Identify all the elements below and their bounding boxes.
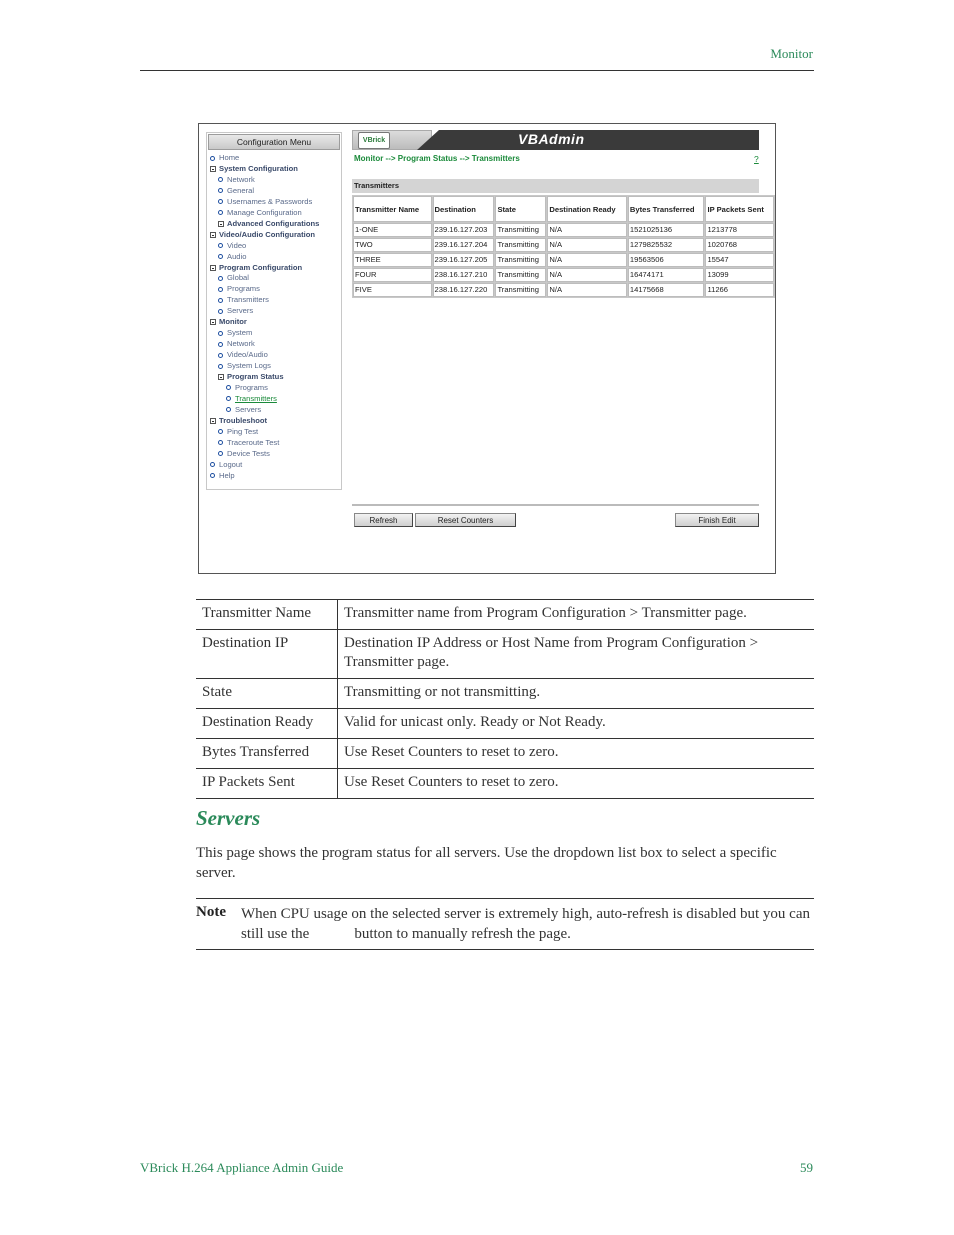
vbadmin-screenshot xyxy=(198,123,776,574)
table-cell: 1279825532 xyxy=(628,238,705,252)
table-cell: Transmitting xyxy=(495,268,546,282)
transmitters-table-title: Transmitters xyxy=(352,179,759,193)
menu-item[interactable] xyxy=(210,263,302,272)
menu-item-label: Advanced Configurations xyxy=(227,218,320,228)
menu-item[interactable] xyxy=(218,306,253,315)
table-cell: 16474171 xyxy=(628,268,705,282)
column-header: Destination Ready xyxy=(547,196,627,222)
menu-item-label: Manage Configuration xyxy=(227,207,302,217)
bullet-icon xyxy=(210,473,215,478)
field-description: Use Reset Counters to reset to zero. xyxy=(338,769,815,799)
column-header: Destination xyxy=(433,196,495,222)
menu-item[interactable] xyxy=(210,460,242,469)
bullet-icon xyxy=(218,364,223,369)
bullet-icon xyxy=(218,342,223,347)
table-cell: THREE xyxy=(353,253,432,267)
finish-edit-button[interactable]: Finish Edit xyxy=(675,513,759,527)
help-link[interactable]: ? xyxy=(754,154,759,164)
field-description: Valid for unicast only. Ready or Not Ready. xyxy=(338,709,815,739)
menu-item-label: Video/Audio Configuration xyxy=(219,229,316,239)
table-cell: 238.16.127.220 xyxy=(433,283,495,297)
bullet-icon xyxy=(210,156,215,161)
menu-item-label: Usernames & Passwords xyxy=(227,196,313,206)
menu-item-label: Audio xyxy=(227,251,247,261)
bullet-icon xyxy=(218,177,223,182)
description-row xyxy=(196,679,814,709)
menu-item[interactable] xyxy=(218,438,279,447)
collapse-box-icon xyxy=(210,418,216,424)
table-cell: FOUR xyxy=(353,268,432,282)
field-name: Bytes Transferred xyxy=(196,739,338,769)
table-cell: 1-ONE xyxy=(353,223,432,237)
table-cell: N/A xyxy=(547,283,627,297)
collapse-box-icon xyxy=(210,232,216,238)
menu-item[interactable] xyxy=(210,416,267,425)
collapse-box-icon xyxy=(218,221,224,227)
menu-item[interactable] xyxy=(210,471,235,480)
menu-item-label: Programs xyxy=(227,284,260,294)
collapse-box-icon xyxy=(218,374,224,380)
table-cell: FIVE xyxy=(353,283,432,297)
note-text: When CPU usage on the selected server is extremely high, auto-refresh is disabled but you can still use the button to manually refresh the page. xyxy=(241,906,814,942)
menu-item[interactable] xyxy=(226,405,261,414)
configuration-menu xyxy=(206,132,342,490)
table-cell: N/A xyxy=(547,238,627,252)
menu-item[interactable] xyxy=(218,273,249,282)
table-cell: N/A xyxy=(547,223,627,237)
table-row xyxy=(353,223,774,237)
field-description: Use Reset Counters to reset to zero. xyxy=(338,739,815,769)
table-cell: Transmitting xyxy=(495,283,546,297)
bullet-icon xyxy=(226,396,231,401)
menu-item[interactable] xyxy=(218,361,271,370)
collapse-box-icon xyxy=(210,265,216,271)
menu-item-label: Network xyxy=(227,174,255,184)
column-header: Bytes Transferred xyxy=(628,196,705,222)
field-description: Transmitting or not transmitting. xyxy=(338,679,815,709)
menu-item[interactable] xyxy=(218,372,284,381)
vbadmin-banner xyxy=(352,130,759,150)
vbrick-logo-icon: VBrick xyxy=(358,132,390,149)
menu-item[interactable] xyxy=(218,241,246,250)
menu-item[interactable] xyxy=(218,350,268,359)
bullet-icon xyxy=(226,385,231,390)
button-separator xyxy=(352,504,759,506)
menu-item[interactable] xyxy=(210,230,315,239)
menu-item[interactable] xyxy=(218,339,255,348)
running-header-section: Monitor xyxy=(770,46,813,61)
footer-title: VBrick H.264 Appliance Admin Guide xyxy=(140,1160,344,1175)
column-header: IP Packets Sent xyxy=(705,196,774,222)
field-name: IP Packets Sent xyxy=(196,769,338,799)
servers-heading: Servers xyxy=(196,806,261,830)
menu-item[interactable] xyxy=(226,383,268,392)
table-cell: Transmitting xyxy=(495,238,546,252)
menu-item[interactable] xyxy=(218,295,269,304)
table-cell: TWO xyxy=(353,238,432,252)
menu-item-label: Troubleshoot xyxy=(219,415,268,425)
field-name: Destination Ready xyxy=(196,709,338,739)
bullet-icon xyxy=(218,298,223,303)
transmitters-table xyxy=(352,195,775,298)
column-header: Transmitter Name xyxy=(353,196,432,222)
collapse-box-icon xyxy=(210,319,216,325)
table-row xyxy=(353,238,774,252)
menu-item[interactable] xyxy=(218,208,302,217)
table-header-row xyxy=(353,196,774,222)
description-row xyxy=(196,769,814,799)
menu-item-label: Help xyxy=(219,470,235,480)
bullet-icon xyxy=(218,309,223,314)
bullet-icon xyxy=(218,188,223,193)
bullet-icon xyxy=(226,407,231,412)
menu-item[interactable] xyxy=(210,153,239,162)
description-row xyxy=(196,630,814,679)
menu-item-label: Program Status xyxy=(227,372,284,381)
table-cell: 1020768 xyxy=(705,238,774,252)
table-cell: 239.16.127.203 xyxy=(433,223,495,237)
table-cell: 1521025136 xyxy=(628,223,705,237)
field-name: Destination IP xyxy=(196,630,338,679)
field-name: State xyxy=(196,679,338,709)
bullet-icon xyxy=(218,331,223,336)
table-cell: 239.16.127.205 xyxy=(433,253,495,267)
table-cell: 11266 xyxy=(705,283,774,297)
menu-item-label: System Configuration xyxy=(219,163,298,173)
bullet-icon xyxy=(218,451,223,456)
bullet-icon xyxy=(218,243,223,248)
note-label: Note xyxy=(196,904,226,920)
app-title: VBAdmin xyxy=(518,131,585,147)
note-box xyxy=(196,898,814,950)
table-row xyxy=(353,268,774,282)
menu-item[interactable] xyxy=(218,284,260,293)
page-number: 59 xyxy=(800,1160,813,1175)
menu-title: Configuration Menu xyxy=(208,134,340,150)
table-cell: 238.16.127.210 xyxy=(433,268,495,282)
menu-item[interactable] xyxy=(210,317,247,326)
menu-item[interactable] xyxy=(210,164,298,173)
column-header: State xyxy=(495,196,546,222)
table-row xyxy=(353,253,774,267)
table-cell: Transmitting xyxy=(495,223,546,237)
menu-item[interactable] xyxy=(218,252,246,261)
bullet-icon xyxy=(218,287,223,292)
menu-item[interactable] xyxy=(226,394,277,403)
menu-item[interactable] xyxy=(218,197,312,206)
field-description: Transmitter name from Program Configuration > Transmitter page. xyxy=(338,600,815,630)
servers-paragraph: This page shows the program status for all servers. Use the dropdown list box to select a specific server. xyxy=(196,845,777,881)
table-cell: 13099 xyxy=(705,268,774,282)
field-description-table xyxy=(196,599,814,799)
menu-item-label: Programs xyxy=(235,382,268,392)
menu-item-label: System xyxy=(227,328,253,338)
menu-item[interactable] xyxy=(218,219,319,228)
field-name: Transmitter Name xyxy=(196,600,338,630)
menu-item-label: General xyxy=(227,185,255,195)
table-cell: Transmitting xyxy=(495,253,546,267)
menu-item[interactable] xyxy=(218,427,258,436)
table-cell: 1213778 xyxy=(705,223,774,237)
breadcrumb: Monitor --> Program Status --> Transmitters xyxy=(354,154,520,163)
menu-item-label: Logout xyxy=(219,459,243,469)
description-row xyxy=(196,739,814,769)
menu-item-label: Video xyxy=(227,240,247,250)
bullet-icon xyxy=(218,429,223,434)
bullet-icon xyxy=(210,462,215,467)
menu-item-label: Program Configuration xyxy=(219,262,303,272)
bullet-icon xyxy=(218,353,223,358)
header-rule xyxy=(140,70,814,71)
menu-item-label: Traceroute Test xyxy=(227,437,280,447)
table-row xyxy=(353,283,774,297)
table-cell: 19563506 xyxy=(628,253,705,267)
menu-item-label: Video/Audio xyxy=(227,350,268,360)
reset-counters-button[interactable]: Reset Counters xyxy=(415,513,516,527)
menu-item-label: Global xyxy=(227,273,249,283)
collapse-box-icon xyxy=(210,166,216,172)
menu-item-label: System Logs xyxy=(227,361,271,371)
menu-item-label: Home xyxy=(219,153,240,162)
description-row xyxy=(196,709,814,739)
bullet-icon xyxy=(218,210,223,215)
menu-item-label: Ping Test xyxy=(227,426,259,436)
menu-item[interactable] xyxy=(218,449,270,458)
menu-item-label: Device Tests xyxy=(227,448,270,458)
banner-dark xyxy=(417,130,759,150)
bullet-icon xyxy=(218,276,223,281)
table-cell: 239.16.127.204 xyxy=(433,238,495,252)
menu-item-label: Network xyxy=(227,339,255,349)
menu-item[interactable] xyxy=(218,186,254,195)
menu-item-label: Transmitters xyxy=(227,295,269,305)
table-cell: 15547 xyxy=(705,253,774,267)
menu-item-label: Servers xyxy=(227,306,254,316)
field-description: Destination IP Address or Host Name from Program Configuration > Transmitter page. xyxy=(338,630,815,679)
table-cell: 14175668 xyxy=(628,283,705,297)
menu-item[interactable] xyxy=(218,328,252,337)
bullet-icon xyxy=(218,254,223,259)
menu-item[interactable] xyxy=(218,175,255,184)
menu-item-label: Transmitters xyxy=(235,393,277,403)
bullet-icon xyxy=(218,440,223,445)
refresh-button[interactable]: Refresh xyxy=(354,513,413,527)
menu-item-label: Servers xyxy=(235,404,262,414)
table-cell: N/A xyxy=(547,268,627,282)
description-row xyxy=(196,600,814,630)
table-cell: N/A xyxy=(547,253,627,267)
menu-item-label: Monitor xyxy=(219,317,247,327)
bullet-icon xyxy=(218,199,223,204)
